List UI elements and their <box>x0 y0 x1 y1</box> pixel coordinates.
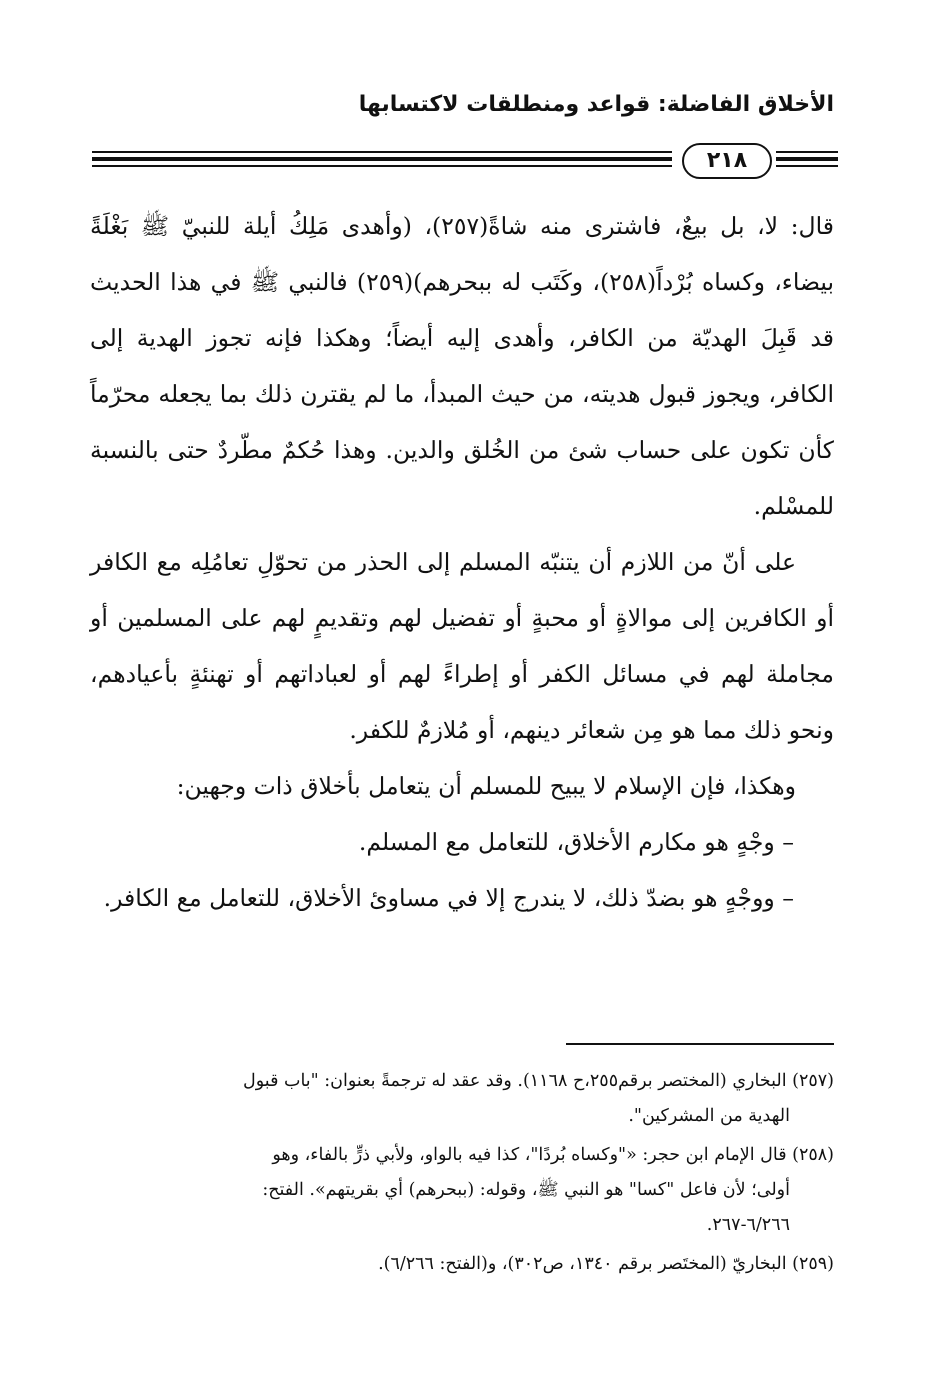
footnote-text: (٢٥٧) البخاري (المختصر برقم٢٥٥،ح ١١٦٨). وقد عقد له ترجمةً بعنوان: "باب قبول <box>243 1071 834 1091</box>
header-rule-line <box>92 151 672 153</box>
page-number: ٢١٨ <box>682 143 772 179</box>
paragraph: وهكذا، فإن الإسلام لا يبيح للمسلم أن يتعامل بأخلاق ذات وجهين: <box>176 772 796 800</box>
header-rule-line <box>776 165 838 167</box>
header-rule-line <box>92 165 672 167</box>
header-rule-line <box>776 157 838 161</box>
footnote-text: أولى؛ لأن فاعل "كسا" هو النبي ﷺ، وقوله: (ببحرهم) أي بقريتهم». الفتح: <box>262 1180 790 1200</box>
header-rule-line <box>92 157 672 161</box>
footnote-text: الهدية من المشركين". <box>628 1106 790 1126</box>
paragraph: قال: لا، بل بيعٌ، فاشترى منه شاةً(٢٥٧)، (وأهدى مَلِكُ أيلة للنبيّ ﷺ بَغْلَةً بيضاء، وكساه بُرْداً(٢٥٨)، وكَتَب له ببحرهم)(٢٥٩) فالنبي ﷺ في هذا الحديث قد قَبِلَ الهديّة من الكافر، وأهدى إليه أيضاً؛ وهكذا فإنه تجوز الهدية إلى الكافر، ويجوز قبول هديته، من حيث المبدأ، ما لم يقترن ذلك بما يجعله محرّماً كأن تكون على حساب شئ من الخُلق والدين. وهذا حُكمٌ مطّردٌ حتى بالنسبة للمسْلم. <box>90 212 834 520</box>
running-title: الأخلاق الفاضلة: قواعد ومنطلقات لاكتسابها <box>358 92 834 117</box>
list-item: – ووجْهٍ هو بضدّ ذلك، لا يندرج إلا في مساوئ الأخلاق، للتعامل مع الكافر. <box>103 884 794 912</box>
footnotes <box>90 1064 834 1286</box>
header-rule-line <box>776 151 838 153</box>
footnote-text: ٦/٢٦٦-٢٦٧. <box>706 1215 790 1235</box>
footnote-259 <box>90 1247 834 1282</box>
footnote-text: (٢٥٨) قال الإمام ابن حجر: «"وكساه بُردًا"، كذا فيه بالواو، ولأبي ذرٍّ بالفاء، وهو <box>272 1145 834 1165</box>
main-text <box>90 198 834 926</box>
footnote-text: (٢٥٩) البخاريّ (المختَصر برقم ١٣٤٠، ص٣٠٢)، و(الفتح: ٦/٢٦٦). <box>378 1254 834 1274</box>
footnote-257 <box>90 1064 834 1134</box>
footnote-separator <box>566 1043 834 1045</box>
header-rule <box>92 140 838 180</box>
list-item: – وجْهٍ هو مكارم الأخلاق، للتعامل مع المسلم. <box>358 828 794 856</box>
paragraph: على أنّ من اللازم أن يتنبّه المسلم إلى الحذر من تحوّلِ تعامُلِه مع الكافر أو الكافرين إلى موالاةٍ أو محبةٍ أو تفضيل لهم وتقديمٍ لهم على المسلمين أو مجاملة لهم في مسائل الكفر أو إطراءً لهم أو لعباداتهم أو تهنئةٍ بأعيادهم، ونحو ذلك مما هو مِن شعائر دينهم، أو مُلازمٌ للكفر. <box>90 548 834 744</box>
footnote-258 <box>90 1138 834 1243</box>
